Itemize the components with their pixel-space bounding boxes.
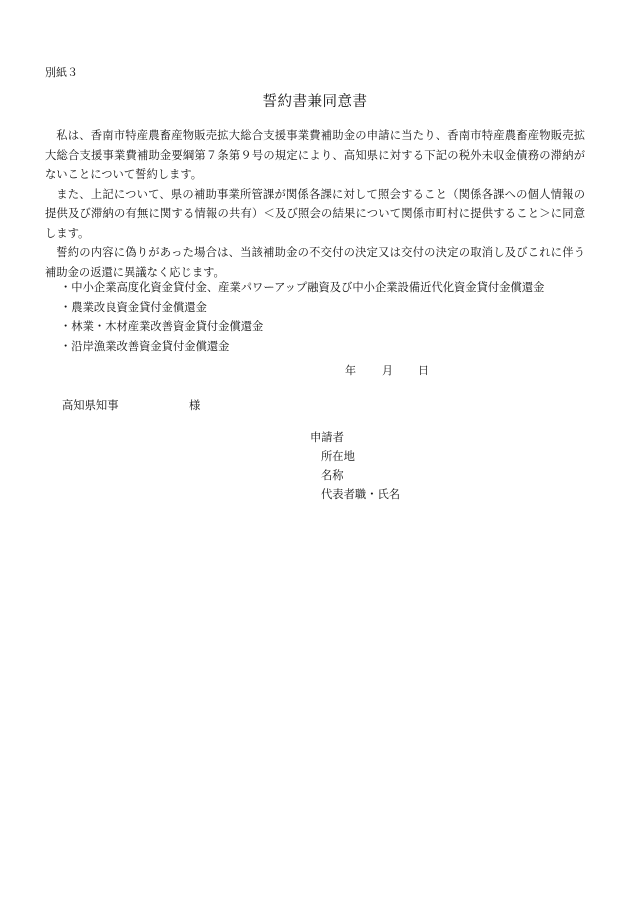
representative-label: 代表者職・氏名 [321,488,401,501]
attachment-label: 別紙３ [45,66,78,79]
fund-list [60,278,544,356]
body-text [45,126,585,282]
fund-item: ・林業・木材産業改善資金貸付金償還金 [60,320,264,333]
date-month: 月 [382,364,393,377]
false-statement-paragraph: 誓約の内容に偽りがあった場合は、当該補助金の不交付の決定又は交付の決定の取消し及びこれに伴う補助金の返還に異議なく応じます。 [45,246,585,279]
fund-item: ・中小企業高度化資金貸付金、産業パワーアップ融資及び中小企業設備近代化資金貸付金償還金 [60,281,545,294]
honorific: 様 [189,399,201,412]
name-label: 名称 [321,469,344,482]
date-day: 日 [418,364,429,377]
pledge-paragraph: 私は、香南市特産農畜産物販売拡大総合支援事業費補助金の申請に当たり、香南市特産農畜産物販売拡大総合支援事業費補助金要綱第７条第９号の規定により、高知県に対する下記の税外未収金債務の滞納がないことについて誓約します。 [45,129,585,181]
addressee: 高知県知事 [62,399,119,412]
address-label: 所在地 [321,450,355,463]
document-title: 誓約書兼同意書 [262,94,368,110]
fund-item: ・農業改良資金貸付金償還金 [60,300,207,314]
fund-item: ・沿岸漁業改善資金貸付金償還金 [60,339,230,353]
date-year: 年 [345,364,356,377]
applicant-heading: 申請者 [310,431,344,444]
consent-paragraph: また、上記について、県の補助事業所管課が関係各課に対して照会すること（関係各課への個人情報の提供及び滞納の有無に関する情報の共有）＜及び照会の結果について関係市町村に提供すること＞に同意します。 [45,187,585,240]
